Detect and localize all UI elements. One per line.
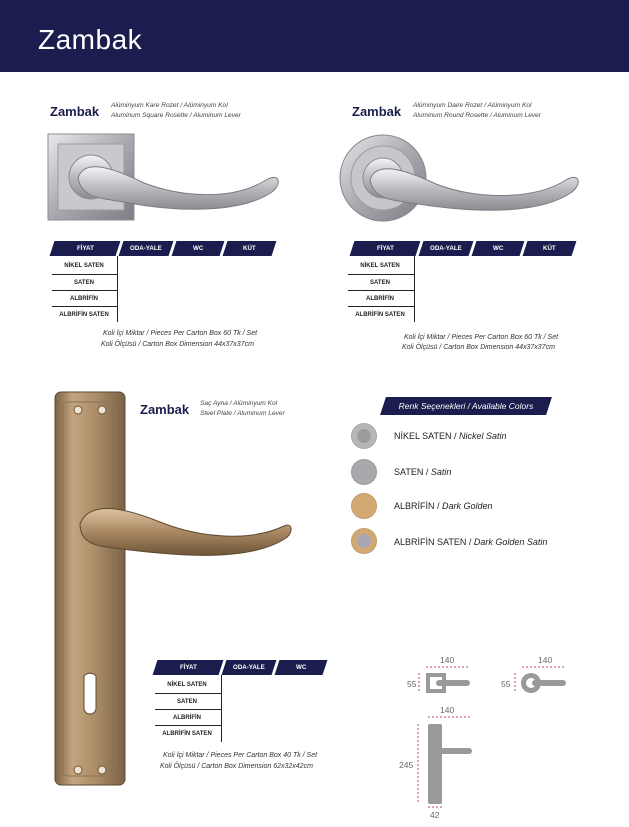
round-width-label: 140 (538, 655, 553, 665)
product-desc-en: Aluminum Square Rosette / Aluminum Lever (111, 112, 241, 119)
carton-dimension: Koli Ölçüsü / Carton Box Dimension 44x37x37cm (101, 341, 254, 348)
product-desc-tr: Alüminyum Kare Rozet / Alüminyum Kol (111, 102, 228, 109)
table-row-label: ALBRİFİN (366, 296, 394, 302)
spec-table-header (352, 241, 576, 256)
carton-quantity: Koli İçi Miktar / Pieces Per Carton Box 60 Tk / Set (103, 330, 258, 337)
plate-height-label: 245 (399, 760, 414, 770)
page-title: Zambak (38, 24, 143, 55)
table-row-label: NİKEL SATEN (64, 263, 104, 269)
column-header: ODA-YALE (419, 241, 474, 256)
nickel-satin-swatch (351, 423, 377, 449)
round-rosette-drawing (512, 664, 572, 696)
round-rosette-handle-image (338, 128, 583, 223)
color-label-satin: SATEN / Satin (394, 467, 452, 477)
steel-plate-drawing (412, 714, 478, 810)
column-header: FİYAT (50, 241, 121, 256)
carton-quantity: Koli İçi Miktar / Pieces Per Carton Box 60 Tk / Set (404, 334, 559, 341)
spec-table-header (52, 241, 276, 256)
table-row-label: NİKEL SATEN (167, 682, 207, 688)
column-header: ODA-YALE (119, 241, 174, 256)
product-name: Zambak (352, 104, 402, 119)
spec-table-header (155, 660, 327, 675)
column-header: ODA-YALE (222, 660, 277, 675)
carton-quantity: Koli İçi Miktar / Pieces Per Carton Box 40 Tk / Set (163, 752, 318, 759)
color-label-dark-golden-satin: ALBRİFİN SATEN / Dark Golden Satin (394, 537, 548, 547)
product-desc-tr: Saç Ayna / Alüminyum Kol (200, 400, 278, 407)
product-name: Zambak (50, 104, 100, 119)
column-header: KÜT (223, 241, 277, 256)
table-row-label: NİKEL SATEN (360, 263, 400, 269)
dark-golden-swatch (351, 493, 377, 519)
square-height-label: 55 (407, 679, 417, 689)
product-desc-en: Aluminum Round Rosette / Aluminum Lever (413, 112, 542, 119)
table-row-label: ALBRİFİN (173, 715, 201, 721)
column-header: KÜT (523, 241, 577, 256)
column-header: FİYAT (350, 241, 421, 256)
plate-width-label: 140 (440, 705, 455, 715)
table-row-label: ALBRİFİN SATEN (162, 731, 212, 737)
table-divider (221, 675, 222, 742)
carton-dimension: Koli Ölçüsü / Carton Box Dimension 62x32x42cm (160, 763, 313, 770)
table-row-label: ALBRİFİN SATEN (59, 312, 109, 318)
page-header (0, 0, 629, 72)
square-rosette-drawing (416, 664, 476, 696)
product-desc-tr: Alüminyum Daire Rozet / Alüminyum Kol (413, 102, 532, 109)
plate-depth-label: 42 (430, 810, 440, 820)
carton-dimension: Koli Ölçüsü / Carton Box Dimension 44x37x37cm (402, 344, 555, 351)
column-header: WC (472, 241, 525, 256)
table-divider (117, 256, 118, 322)
square-width-label: 140 (440, 655, 455, 665)
round-height-label: 55 (501, 679, 511, 689)
table-row-label: ALBRİFİN (70, 296, 98, 302)
color-options-title: Renk Seçenekleri / Available Colors (398, 401, 534, 411)
satin-swatch (351, 459, 377, 485)
table-row-label: SATEN (370, 280, 390, 286)
column-header: WC (172, 241, 225, 256)
table-row-label: ALBRİFİN SATEN (355, 312, 405, 318)
color-label-nickel-satin: NİKEL SATEN / Nickel Satin (394, 431, 507, 441)
color-label-dark-golden: ALBRİFİN / Dark Golden (394, 501, 493, 511)
table-divider (414, 256, 415, 322)
column-header: WC (275, 660, 328, 675)
table-row-label: SATEN (74, 280, 94, 286)
product-desc-en: Steel Plate / Aluminum Lever (200, 410, 285, 417)
table-row-label: SATEN (177, 699, 197, 705)
product-name: Zambak (140, 402, 190, 417)
square-rosette-handle-image (44, 128, 284, 223)
dark-golden-satin-swatch (351, 528, 377, 554)
column-header: FİYAT (153, 660, 224, 675)
